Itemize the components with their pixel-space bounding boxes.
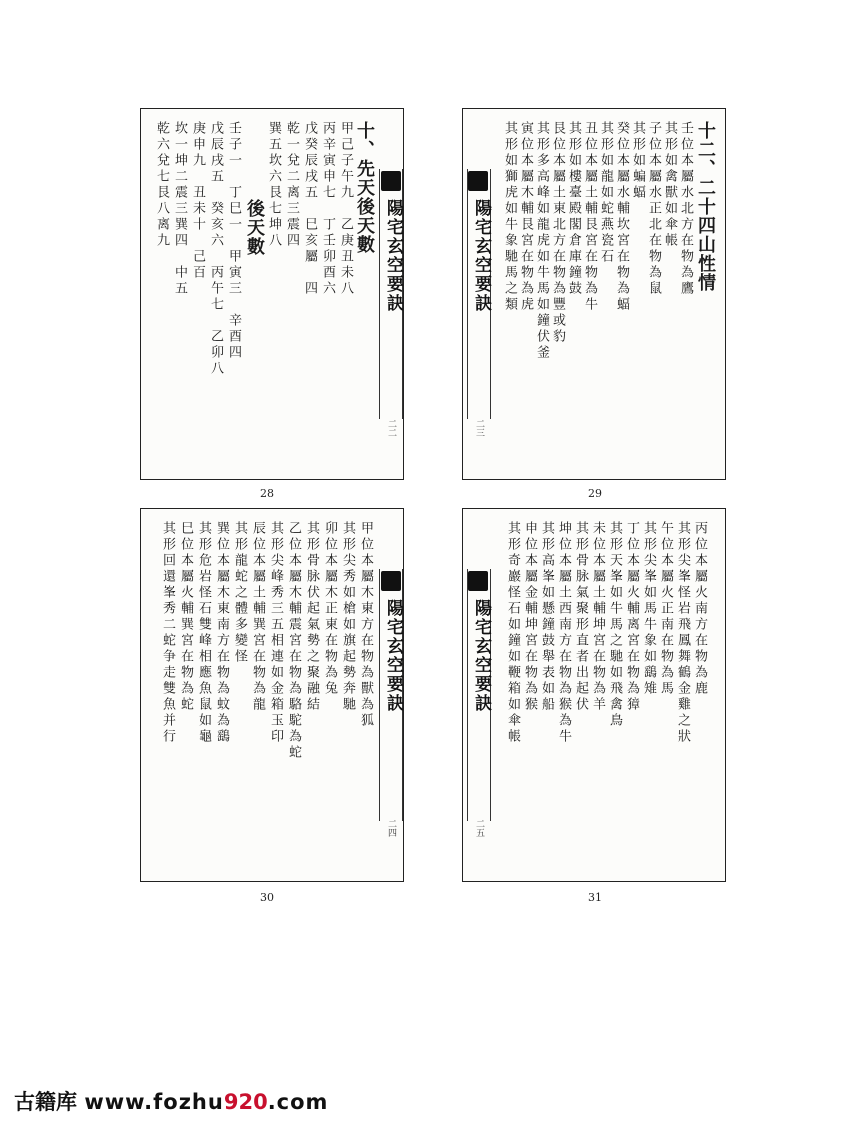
text-line: 乾六兌七艮八离九 <box>154 121 169 249</box>
text-line: 其形龍蛇之體多變怪 <box>232 521 247 665</box>
text-line: 戊癸辰戌五 巳亥屬 四 <box>302 121 317 297</box>
scan-page-30 <box>140 508 404 882</box>
spine-title: 陽宅玄空要訣 <box>383 599 403 713</box>
site-url-number: 920 <box>223 1090 268 1114</box>
spine-mark <box>381 571 401 591</box>
text-line: 庚申九 丑未十 己百 <box>190 121 205 281</box>
spine-mark <box>381 171 401 191</box>
page-number: 29 <box>588 487 602 500</box>
text-line: 壬子一 丁巳一 甲寅三 辛酉四 <box>226 121 241 361</box>
folio: 二二 <box>386 419 396 437</box>
text-line: 申位本屬金輔坤宮在物為猴 <box>522 521 537 713</box>
site-url-prefix: www.fozhu <box>84 1090 224 1114</box>
text-line: 巳位本屬火輔巽宮在物為蛇 <box>178 521 193 713</box>
scan-page-28 <box>140 108 404 480</box>
text-line: 巽位本屬木東南方在物為蚊為鷂 <box>214 521 229 745</box>
section-heading: 十、先天後天數 <box>354 121 375 254</box>
text-line: 其形尖峰秀三五相連如金箱玉印 <box>268 521 283 745</box>
text-line: 其形尖峯怪岩飛鳳舞鶴金雞之狀 <box>675 521 690 745</box>
text-line: 其形尖峯如馬牛象如鷂雉 <box>641 521 656 697</box>
text-line: 其形如龍如蛇燕瓷石 <box>598 121 613 265</box>
text-line: 丙辛寅申七 丁壬卯酉六 <box>320 121 335 297</box>
site-name: 古籍库 <box>14 1090 77 1114</box>
text-line: 其形骨脉氣聚形直者出起伏 <box>573 521 588 713</box>
site-watermark <box>14 1086 328 1116</box>
text-line: 寅位本屬木輔艮宮在物為虎 <box>518 121 533 313</box>
page-number: 31 <box>588 891 602 904</box>
section-heading: 十二、二十四山性情 <box>695 121 716 292</box>
section-heading: 後天數 <box>244 199 265 256</box>
text-line: 坤位本屬土西南方在物為猴為牛 <box>556 521 571 745</box>
text-line: 其形如獅虎如牛象馳馬之類 <box>502 121 517 313</box>
folio: 二三 <box>474 419 484 437</box>
folio: 二四 <box>386 819 396 837</box>
text-line: 其形高峯如懸鐘鼓舉表如船 <box>539 521 554 713</box>
text-line: 甲己子午九 乙庚丑未八 <box>338 121 353 297</box>
text-line: 午位本屬火正南在物為馬 <box>658 521 673 697</box>
text-line: 其形如蝙蝠 <box>630 121 645 201</box>
text-line: 巽五坎六艮七坤八 <box>266 121 281 249</box>
spine-mark <box>468 571 488 591</box>
text-line: 其形尖秀如槍如旗起勢奔馳 <box>340 521 355 713</box>
scan-page-29 <box>462 108 726 480</box>
text-line: 壬位本屬水北方在物為鷹 <box>678 121 693 297</box>
text-line: 坎一坤二震三巽四 中五 <box>172 121 187 297</box>
spine-mark <box>468 171 488 191</box>
text-line: 其形骨脉伏起氣勢之聚融結 <box>304 521 319 713</box>
text-line: 卯位本屬木正東在物為兔 <box>322 521 337 697</box>
text-line: 癸位本屬水輔坎宮在物為蝠 <box>614 121 629 313</box>
text-line: 戊辰戌五 癸亥六 丙午七 乙卯八 <box>208 121 223 377</box>
site-url-suffix: .com <box>267 1090 329 1114</box>
text-line: 丑位本屬土輔艮宮在物為牛 <box>582 121 597 313</box>
text-line: 其形天峯如牛馬之馳如飛禽鳥 <box>607 521 622 729</box>
page-number: 28 <box>260 487 274 500</box>
text-line: 未位本屬土輔坤宮在物為羊 <box>590 521 605 713</box>
spine-title: 陽宅玄空要訣 <box>471 199 491 313</box>
text-line: 子位本屬水正北在物為鼠 <box>646 121 661 297</box>
page-number: 30 <box>260 891 274 904</box>
text-line: 乙位本屬木輔震宮在物為駱駝為蛇 <box>286 521 301 761</box>
text-line: 乾一兌二离三震四 <box>284 121 299 249</box>
text-line: 其形如禽獸如傘帳 <box>662 121 677 249</box>
text-line: 辰位本屬土輔巽宮在物為龍 <box>250 521 265 713</box>
text-line: 其形危岩怪石雙峰相應魚鼠如龜 <box>196 521 211 745</box>
text-line: 其形如樓臺殿閣倉庫鐘鼓 <box>566 121 581 297</box>
spine-title: 陽宅玄空要訣 <box>383 199 403 313</box>
folio: 二五 <box>474 819 484 837</box>
text-line: 其形多高峰如龍虎如牛馬如鐘伏釜 <box>534 121 549 361</box>
text-line: 丁位本屬火輔离宮在物為獐 <box>624 521 639 713</box>
text-line: 艮位本屬土東北方在物為豐或豹 <box>550 121 565 345</box>
text-line: 甲位本屬木東方在物為獸為狐 <box>358 521 373 729</box>
text-line: 其形奇巖怪石如鐘如鞭箱如傘帳 <box>505 521 520 745</box>
scan-page-31 <box>462 508 726 882</box>
spine-title: 陽宅玄空要訣 <box>471 599 491 713</box>
text-line: 丙位本屬火南方在物為鹿 <box>692 521 707 697</box>
text-line: 其形回還峯秀二蛇争走雙魚并行 <box>160 521 175 745</box>
